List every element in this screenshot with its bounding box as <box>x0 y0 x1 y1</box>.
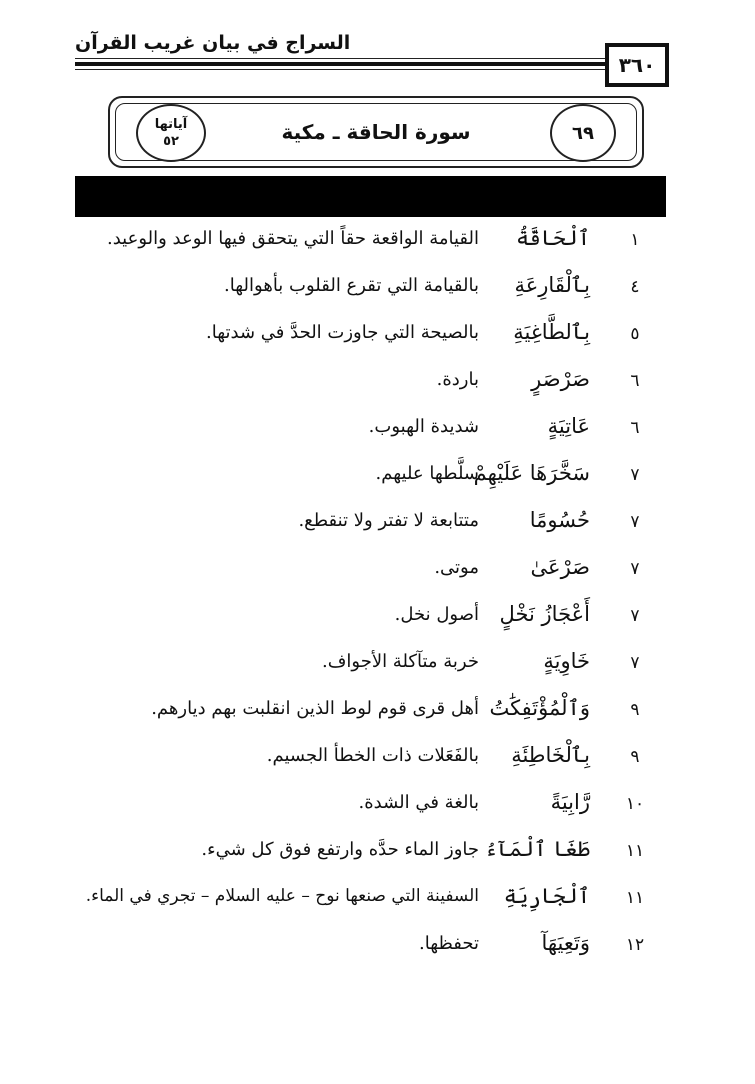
verse-number: ٧ <box>630 606 640 626</box>
word-meaning: أهل قرى قوم لوط الذين انقلبت بهم ديارهم. <box>151 698 479 719</box>
surah-header-frame <box>108 96 644 168</box>
quran-word: وَتَعِيَهَآ <box>541 931 590 955</box>
glossary-row <box>0 551 755 595</box>
header-rule-bottom <box>75 69 605 70</box>
glossary-row <box>0 269 755 313</box>
header-rule-thick <box>75 62 605 66</box>
word-meaning: باردة. <box>436 369 479 390</box>
verse-number: ٩ <box>630 747 640 767</box>
verse-number: ٧ <box>630 512 640 532</box>
word-meaning: بالصيحة التي جاوزت الحدَّ في شدتها. <box>206 322 479 343</box>
quran-word: طَغَا ٱلْمَآءُ <box>484 837 590 861</box>
verse-number: ٧ <box>630 559 640 579</box>
word-meaning: بالقيامة التي تقرع القلوب بأهوالها. <box>224 275 479 296</box>
glossary-row <box>0 927 755 971</box>
quran-word: أَعْجَازُ نَخْلٍ <box>499 602 590 626</box>
verse-number: ١١ <box>625 888 645 908</box>
section-bar <box>75 176 666 217</box>
glossary-row <box>0 222 755 266</box>
ayat-count-badge <box>136 104 206 162</box>
quran-word: حُسُومًا <box>529 508 590 532</box>
word-meaning: شديدة الهبوب. <box>368 416 479 437</box>
quran-word: صَرْعَىٰ <box>530 555 590 579</box>
verse-number: ٦ <box>630 371 640 391</box>
quran-word: رَّابِيَةً <box>550 790 590 814</box>
glossary-row <box>0 692 755 736</box>
glossary-row <box>0 457 755 501</box>
glossary-row <box>0 739 755 783</box>
verse-number: ٧ <box>630 653 640 673</box>
word-meaning: تحفظها. <box>418 933 479 954</box>
page-number: ٣٦٠ <box>618 53 656 77</box>
word-meaning: موتى. <box>434 557 479 578</box>
quran-word: عَاتِيَةٍ <box>547 414 590 438</box>
glossary-row <box>0 598 755 642</box>
verse-number: ٤ <box>630 277 640 297</box>
verse-number: ٥ <box>630 324 640 344</box>
glossary-row <box>0 363 755 407</box>
verse-number: ٩ <box>630 700 640 720</box>
word-meaning: القيامة الواقعة حقاً التي يتحقق فيها الوعد والوعيد. <box>107 228 479 249</box>
glossary-row <box>0 786 755 830</box>
quran-word: صَرْصَرٍ <box>531 367 590 391</box>
surah-number-badge <box>550 104 616 162</box>
verse-number: ١ <box>630 230 640 250</box>
verse-number: ١٢ <box>625 935 645 955</box>
header-rule-top <box>75 58 605 59</box>
word-meaning: بالفَعَلات ذات الخطأ الجسيم. <box>266 745 479 766</box>
ayat-count: ٥٢ <box>163 134 179 149</box>
quran-word: بِٱلْخَاطِئَةِ <box>511 743 590 767</box>
glossary-row <box>0 316 755 360</box>
quran-word: خَاوِيَةٍ <box>543 649 590 673</box>
glossary-row <box>0 880 755 924</box>
verse-number: ٧ <box>630 465 640 485</box>
quran-word: بِٱلْقَارِعَةِ <box>514 273 590 297</box>
surah-number: ٦٩ <box>572 122 594 144</box>
word-meaning: سلَّطها عليهم. <box>375 463 479 484</box>
quran-word: وَٱلْمُؤْتَفِكَٰتُ <box>489 696 590 720</box>
quran-word: سَخَّرَهَا عَلَيْهِمْ <box>473 461 590 485</box>
glossary-row <box>0 410 755 454</box>
page-number-box <box>605 43 669 87</box>
glossary-row <box>0 833 755 877</box>
word-meaning: خربة متآكلة الأجواف. <box>322 651 479 672</box>
quran-word: بِٱلطَّاغِيَةِ <box>513 320 590 344</box>
verse-number: ١٠ <box>625 794 645 814</box>
glossary-row <box>0 645 755 689</box>
word-meaning: بالغة في الشدة. <box>358 792 479 813</box>
quran-word: ٱلْحَاقَّةُ <box>516 226 590 250</box>
ayat-label: آياتها <box>154 117 188 132</box>
verse-number: ١١ <box>625 841 645 861</box>
surah-title: سورة الحاقة ـ مكية <box>281 120 471 144</box>
quran-word: ٱلْجَارِيَةِ <box>503 884 590 908</box>
word-meaning: متتابعة لا تفتر ولا تنقطع. <box>298 510 479 531</box>
glossary-row <box>0 504 755 548</box>
verse-number: ٦ <box>630 418 640 438</box>
book-title: السراج في بيان غريب القرآن <box>75 32 351 54</box>
word-meaning: السفينة التي صنعها نوح – عليه السلام – تجري في الماء. <box>85 886 479 906</box>
word-meaning: جاوز الماء حدَّه وارتفع فوق كل شيء. <box>201 839 479 860</box>
word-meaning: أصول نخل. <box>394 604 479 625</box>
